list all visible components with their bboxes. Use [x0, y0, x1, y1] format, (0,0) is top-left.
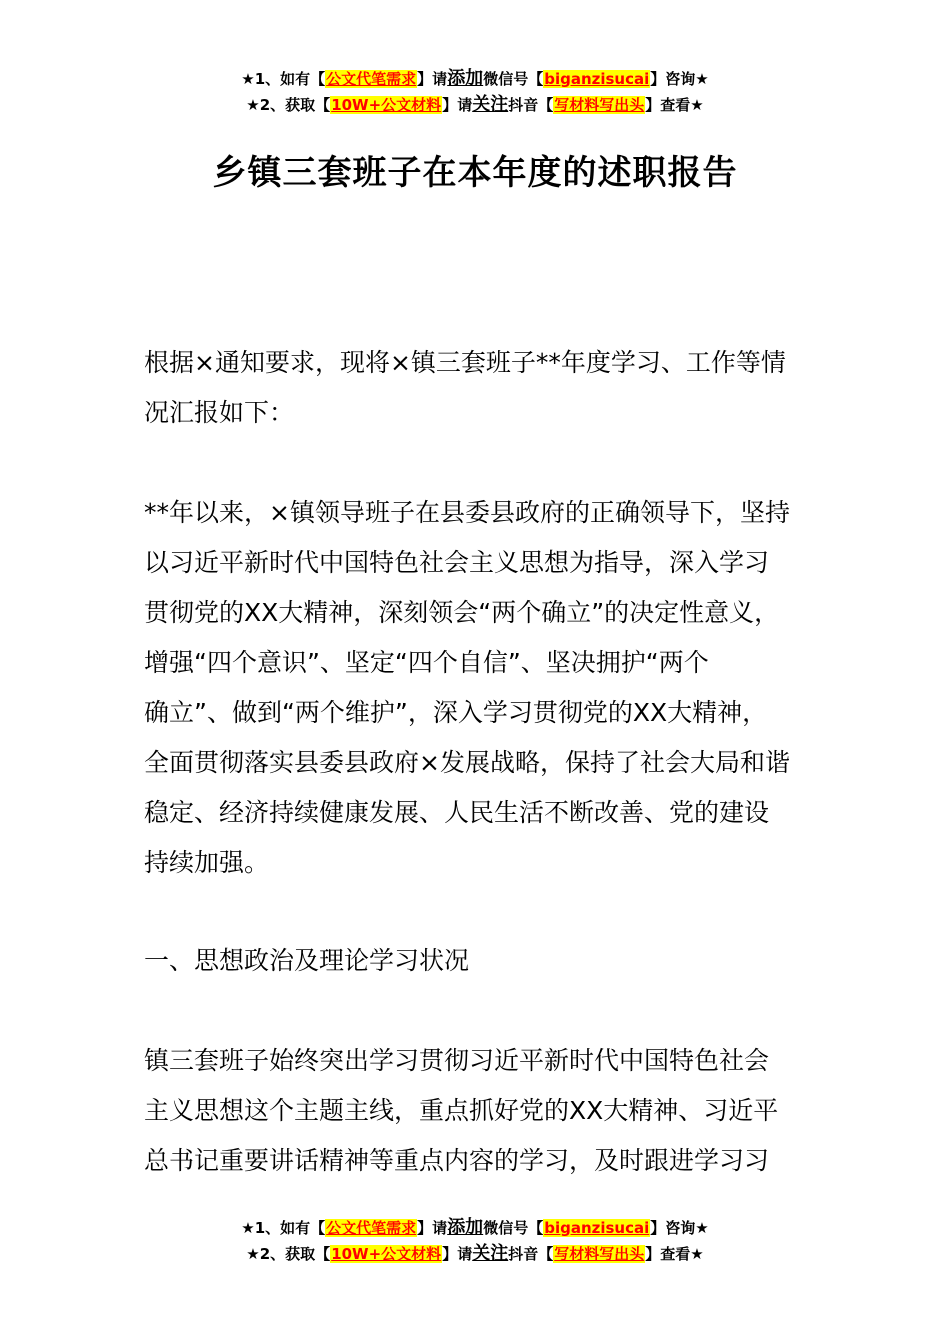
document-title: 乡镇三套班子在本年度的述职报告 — [212, 153, 738, 193]
banner-emph-follow: 关注 — [472, 1243, 509, 1264]
banner-emph-follow: 关注 — [472, 94, 509, 115]
paragraph-intro: 根据×通知要求，现将×镇三套班子**年度学习、工作等情 况汇报如下： — [144, 348, 786, 427]
banner-line-2: ★2、获取【10W+公文材料】请关注抖音【写材料写出头】查看★ — [246, 94, 704, 115]
banner-emph-add: 添加 — [447, 1217, 484, 1238]
banner-emph-add: 添加 — [447, 68, 484, 89]
banner-highlight-service: 公文代笔需求 — [326, 1219, 417, 1237]
banner-wechat-id: biganzisucai — [544, 70, 650, 88]
banner-line-2: ★2、获取【10W+公文材料】请关注抖音【写材料写出头】查看★ — [246, 1243, 704, 1264]
banner-wechat-id: biganzisucai — [544, 1219, 650, 1237]
banner-highlight-materials: 10W+公文材料 — [331, 1245, 442, 1263]
banner-line-1: ★1、如有【公文代笔需求】请添加微信号【biganzisucai】咨询★ — [241, 1217, 709, 1238]
bottom-banner — [0, 1215, 950, 1267]
banner-douyin-id: 写材料写出头 — [554, 1245, 645, 1263]
banner-highlight-materials: 10W+公文材料 — [331, 96, 442, 114]
banner-highlight-service: 公文代笔需求 — [326, 70, 417, 88]
banner-line-1: ★1、如有【公文代笔需求】请添加微信号【biganzisucai】咨询★ — [241, 68, 709, 89]
section-heading-1: 一、思想政治及理论学习状况 — [144, 946, 470, 975]
top-banner — [0, 66, 950, 118]
paragraph-section-1: 镇三套班子始终突出学习贯彻习近平新时代中国特色社会 主义思想这个主题主线，重点抓好党的XX大精神、习近平 总书记重要讲话精神等重点内容的学习，及时跟进学习习 — [144, 1046, 779, 1175]
paragraph-overview: **年以来，×镇领导班子在县委县政府的正确领导下，坚持 以习近平新时代中国特色社会主义思想为指导，深入学习 贯彻党的XX大精神，深刻领会“两个确立”的决定性意义， 增强“四个意识”、坚定“四个自信”、坚决拥护“两个 确立”、做到“两个维护”，深入学习贯彻党的XX大精神， 全面贯彻落实县委县政府×发展战略，保持了社会大局和谐 稳定、经济持续健康发展、人民生活不断改善、党的建设 持续加强。 — [144, 498, 790, 877]
banner-douyin-id: 写材料写出头 — [554, 96, 645, 114]
